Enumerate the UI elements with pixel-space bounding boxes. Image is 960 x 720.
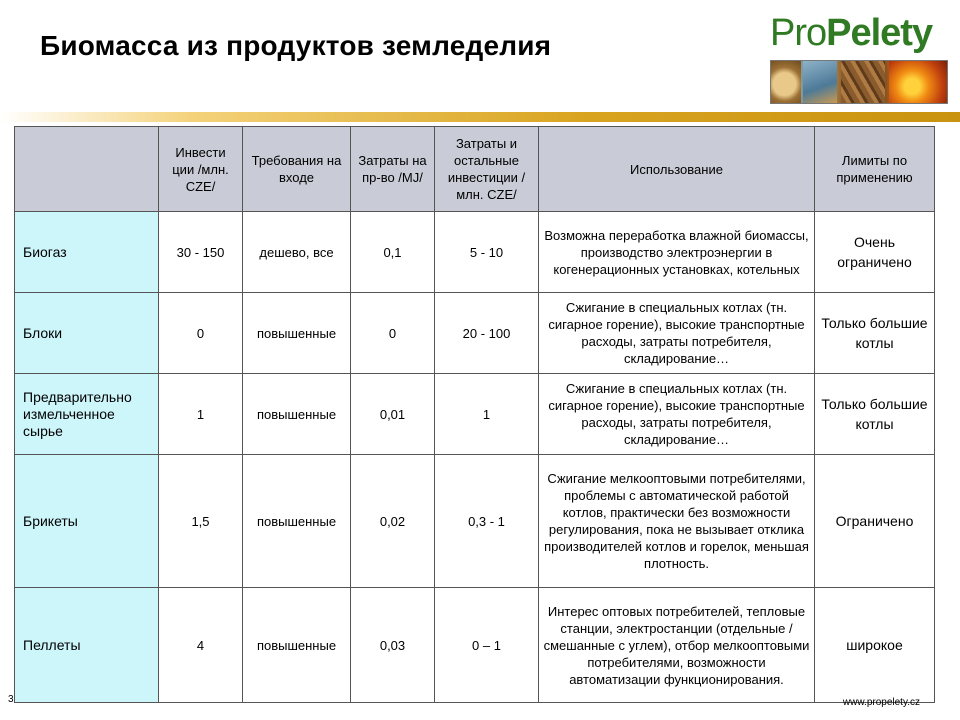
logo-text: ProPelety xyxy=(770,12,933,54)
slide-title: Биомасса из продуктов земледелия xyxy=(40,30,552,61)
header-production-cost: Затраты на пр-во /MJ/ xyxy=(351,127,435,212)
cell-investments: 1 xyxy=(159,374,243,455)
cell-other-costs: 0 – 1 xyxy=(435,588,539,703)
cell-production-cost: 0,1 xyxy=(351,212,435,293)
cell-input: повышенные xyxy=(243,455,351,588)
cell-other-costs: 20 - 100 xyxy=(435,293,539,374)
logo-photo-strip xyxy=(770,60,948,104)
cell-usage: Возможна переработка влажной биомассы, производство электроэнергии в когенерационных установках, котельных xyxy=(539,212,815,293)
table-row xyxy=(15,212,935,293)
table-header-row xyxy=(15,127,935,212)
cell-investments: 1,5 xyxy=(159,455,243,588)
header-divider xyxy=(0,112,960,122)
cell-limits: Только большие котлы xyxy=(815,293,935,374)
row-label: Блоки xyxy=(15,293,159,374)
header-input-requirements: Требования на входе xyxy=(243,127,351,212)
page-number: 3 xyxy=(8,694,14,705)
table-row xyxy=(15,588,935,703)
cell-input: повышенные xyxy=(243,374,351,455)
cell-production-cost: 0,01 xyxy=(351,374,435,455)
table-row xyxy=(15,455,935,588)
header-other-costs: Затраты и остальные инвестиции /млн. CZE/ xyxy=(435,127,539,212)
propelety-logo xyxy=(766,12,950,102)
row-label: Брикеты xyxy=(15,455,159,588)
website-link[interactable]: www.propelety.cz xyxy=(842,697,920,708)
cell-input: повышенные xyxy=(243,588,351,703)
cell-input: дешево, все xyxy=(243,212,351,293)
cell-limits: Ограничено xyxy=(815,455,935,588)
table-row xyxy=(15,293,935,374)
row-label: Пеллеты xyxy=(15,588,159,703)
cell-limits: широкое xyxy=(815,588,935,703)
cell-other-costs: 1 xyxy=(435,374,539,455)
cell-production-cost: 0,03 xyxy=(351,588,435,703)
cell-usage: Сжигание в специальных котлах (тн. сигарное горение), высокие транспортные расходы, затраты потребителя, складирование… xyxy=(539,293,815,374)
cell-investments: 0 xyxy=(159,293,243,374)
cell-other-costs: 0,3 - 1 xyxy=(435,455,539,588)
table-row xyxy=(15,374,935,455)
cell-usage: Сжигание мелкооптовыми потребителями, проблемы с автоматической работой котлов, практически без возможности регулирования, пока не вызывает отклика производителей котлов и горелок, меньшая плотность. xyxy=(539,455,815,588)
header-empty xyxy=(15,127,159,212)
cell-production-cost: 0 xyxy=(351,293,435,374)
cell-investments: 30 - 150 xyxy=(159,212,243,293)
cell-production-cost: 0,02 xyxy=(351,455,435,588)
cell-investments: 4 xyxy=(159,588,243,703)
cell-other-costs: 5 - 10 xyxy=(435,212,539,293)
biomass-table xyxy=(14,126,935,703)
cell-usage: Сжигание в специальных котлах (тн. сигарное горение), высокие транспортные расходы, затраты потребителя, складирование… xyxy=(539,374,815,455)
header-usage: Использование xyxy=(539,127,815,212)
cell-limits: Только большие котлы xyxy=(815,374,935,455)
cell-usage: Интерес оптовых потребителей, тепловые станции, электростанции (отдельные / смешанные с углем), отбор мелкооптовыми потребителями, возможности автоматизации функционирования. xyxy=(539,588,815,703)
row-label: Биогаз xyxy=(15,212,159,293)
header-limits: Лимиты по применению xyxy=(815,127,935,212)
header-investments: Инвести ции /млн. CZE/ xyxy=(159,127,243,212)
row-label: Предварительно измельченное сырье xyxy=(15,374,159,455)
cell-input: повышенные xyxy=(243,293,351,374)
cell-limits: Очень ограничено xyxy=(815,212,935,293)
